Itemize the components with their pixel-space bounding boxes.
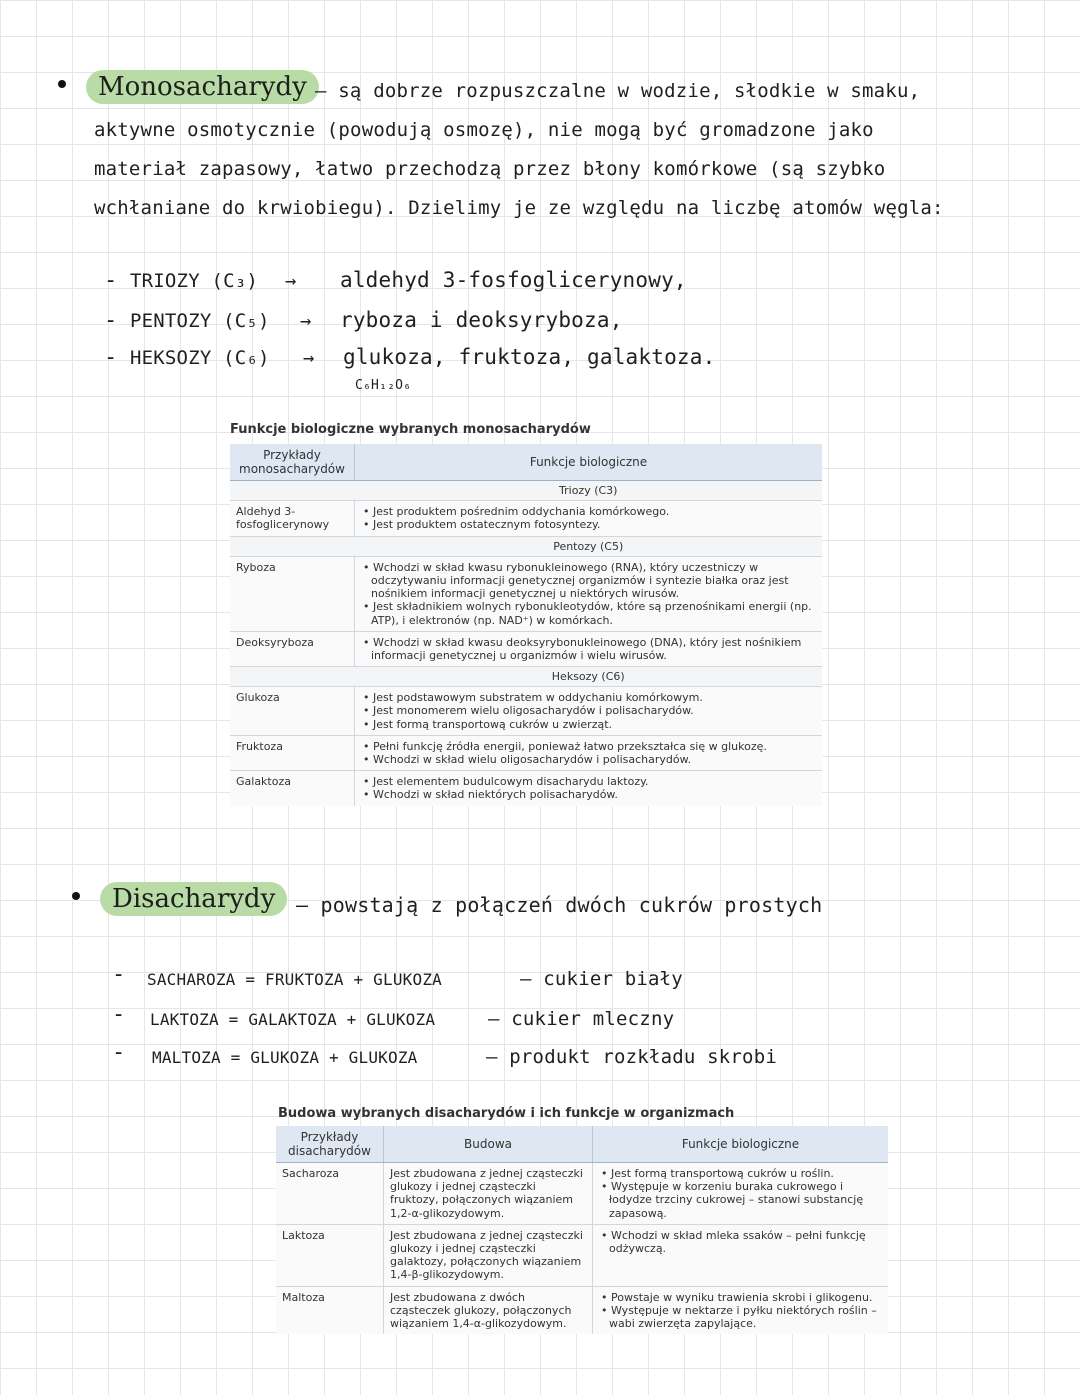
row-name: Deoksyryboza — [230, 631, 355, 666]
bullet-di — [72, 892, 80, 900]
list-item: • Występuje w korzeniu buraka cukrowego i łodydze trzciny cukrowej – stanowi substancję zapasową. — [609, 1180, 882, 1220]
list-item: • Jest składnikiem wolnych rybonukleotydów, które są przenośnikami energii (np. ATP), i elektronów (np. NAD⁺) w komórkach. — [371, 600, 816, 626]
list-item: • Jest formą transportową cukrów u zwierząt. — [371, 718, 816, 731]
list-item: • Wchodzi w skład mleka ssaków – pełni funkcję odżywczą. — [609, 1229, 882, 1255]
col-header-budowa: Budowa — [384, 1126, 593, 1163]
list-item: • Jest formą transportową cukrów u roślin. — [609, 1167, 882, 1180]
table-header — [276, 1126, 888, 1163]
formula: C₆H₁₂O₆ — [355, 378, 412, 393]
table-row — [230, 501, 822, 536]
heksozy-examples: glukoza, fruktoza, galaktoza. — [343, 345, 716, 369]
laktoza-note: – cukier mleczny — [488, 1008, 675, 1030]
table-row — [230, 771, 822, 806]
heksozy-name: HEKSOZY (C₆) — [130, 347, 270, 369]
arrow-icon: → — [303, 347, 315, 369]
dash: - — [112, 962, 126, 987]
laktoza-eq: LAKTOZA = GALAKTOZA + GLUKOZA — [150, 1010, 436, 1029]
group-row-heksozy — [230, 667, 822, 687]
triozy-name: TRIOZY (C₃) — [130, 270, 259, 292]
mono-line-1: – są dobrze rozpuszczalne w wodzie, słodkie w smaku, — [315, 80, 921, 102]
table-row — [276, 1286, 888, 1334]
list-item: • Występuje w nektarze i pyłku niektórych roślin – wabi zwierzęta zapylające. — [609, 1304, 882, 1330]
list-item: • Wchodzi w skład wielu oligosacharydów i polisacharydów. — [371, 753, 816, 766]
dash: - — [104, 268, 118, 293]
dash: - — [112, 1002, 126, 1027]
group-row-pentozy — [230, 536, 822, 556]
list-item: • Jest monomerem wielu oligosacharydów i polisacharydów. — [371, 704, 816, 717]
di-line: – powstają z połączeń dwóch cukrów prostych — [296, 893, 823, 917]
maltoza-note: – produkt rozkładu skrobi — [486, 1046, 777, 1068]
heading-disacharydy: Disacharydy — [100, 882, 287, 916]
list-item: • Jest podstawowym substratem w oddychaniu komórkowym. — [371, 691, 816, 704]
group-label: Pentozy (C5) — [355, 536, 823, 556]
dash: - — [112, 1040, 126, 1065]
table-row — [230, 556, 822, 631]
list-item: • Wchodzi w skład niektórych polisacharydów. — [371, 788, 816, 801]
group-label: Triozy (C3) — [355, 481, 823, 501]
list-item: • Wchodzi w skład kwasu deoksyrybonukleinowego (DNA), który jest nośnikiem informacji genetycznej u organizmów i wielu wirusów. — [371, 636, 816, 662]
triozy-examples: aldehyd 3-fosfoglicerynowy, — [340, 268, 687, 292]
group-row-triozy — [230, 481, 822, 501]
table-row — [230, 735, 822, 770]
dash: - — [104, 308, 118, 333]
row-name: Glukoza — [230, 687, 355, 736]
sacharoza-note: – cukier biały — [520, 968, 683, 990]
arrow-icon: → — [285, 270, 297, 292]
col-header-examples: Przykłady monosacharydów — [230, 444, 355, 481]
row-budowa: Jest zbudowana z jednej cząsteczki glukozy i jednej cząsteczki fruktozy, połączonych wiązaniem 1,2-α-glikozydowym. — [384, 1163, 593, 1225]
mono-line-2: aktywne osmotycznie (powodują osmozę), nie mogą być gromadzone jako — [94, 119, 874, 141]
table-row — [276, 1224, 888, 1286]
row-name: Laktoza — [276, 1224, 384, 1286]
list-item: • Jest elementem budulcowym disacharydu laktozy. — [371, 775, 816, 788]
arrow-icon: → — [300, 310, 312, 332]
row-name: Sacharoza — [276, 1163, 384, 1225]
table2 — [276, 1126, 888, 1334]
heading-monosacharydy: Monosacharydy — [86, 70, 319, 104]
table-header — [230, 444, 822, 481]
row-name: Aldehyd 3-fosfoglicerynowy — [230, 501, 355, 536]
row-budowa: Jest zbudowana z dwóch cząsteczek glukozy, połączonych wiązaniem 1,4-α-glikozydowym. — [384, 1286, 593, 1334]
pentozy-examples: ryboza i deoksyryboza, — [340, 308, 623, 332]
table2-caption: Budowa wybranych disacharydów i ich funkcje w organizmach — [278, 1106, 735, 1121]
bullet-mono — [58, 80, 66, 88]
group-label: Heksozy (C6) — [355, 667, 823, 687]
row-name: Ryboza — [230, 556, 355, 631]
col-header-examples: Przykłady disacharydów — [276, 1126, 384, 1163]
row-name: Maltoza — [276, 1286, 384, 1334]
col-header-functions: Funkcje biologiczne — [593, 1126, 889, 1163]
pentozy-name: PENTOZY (C₅) — [130, 310, 270, 332]
table-row — [230, 687, 822, 736]
list-item: • Wchodzi w skład kwasu rybonukleinowego (RNA), który uczestniczy w odczytywaniu informacji genetycznej organizmów i syntezie białka oraz jest nośnikiem informacji genetycznej u niektórych wirusów. — [371, 561, 816, 601]
maltoza-eq: MALTOZA = GLUKOZA + GLUKOZA — [152, 1048, 418, 1067]
list-item: • Jest produktem pośrednim oddychania komórkowego. — [371, 505, 816, 518]
row-name: Galaktoza — [230, 771, 355, 806]
list-item: • Powstaje w wyniku trawienia skrobi i glikogenu. — [609, 1291, 882, 1304]
list-item: • Jest produktem ostatecznym fotosyntezy. — [371, 518, 816, 531]
table-row — [276, 1163, 888, 1225]
table1 — [230, 444, 822, 806]
sacharoza-eq: SACHAROZA = FRUKTOZA + GLUKOZA — [147, 970, 442, 989]
dash: - — [104, 345, 118, 370]
row-budowa: Jest zbudowana z jednej cząsteczki glukozy i jednej cząsteczki galaktozy, połączonych wiązaniem 1,4-β-glikozydowym. — [384, 1224, 593, 1286]
mono-line-3: materiał zapasowy, łatwo przechodzą przez błony komórkowe (są szybko — [94, 158, 886, 180]
mono-line-4: wchłaniane do krwiobiegu). Dzielimy je ze względu na liczbę atomów węgla: — [94, 197, 944, 219]
row-name: Fruktoza — [230, 735, 355, 770]
table-row — [230, 631, 822, 666]
list-item: • Pełni funkcję źródła energii, ponieważ łatwo przekształca się w glukozę. — [371, 740, 816, 753]
table1-caption: Funkcje biologiczne wybranych monosacharydów — [230, 422, 591, 437]
col-header-functions: Funkcje biologiczne — [355, 444, 823, 481]
